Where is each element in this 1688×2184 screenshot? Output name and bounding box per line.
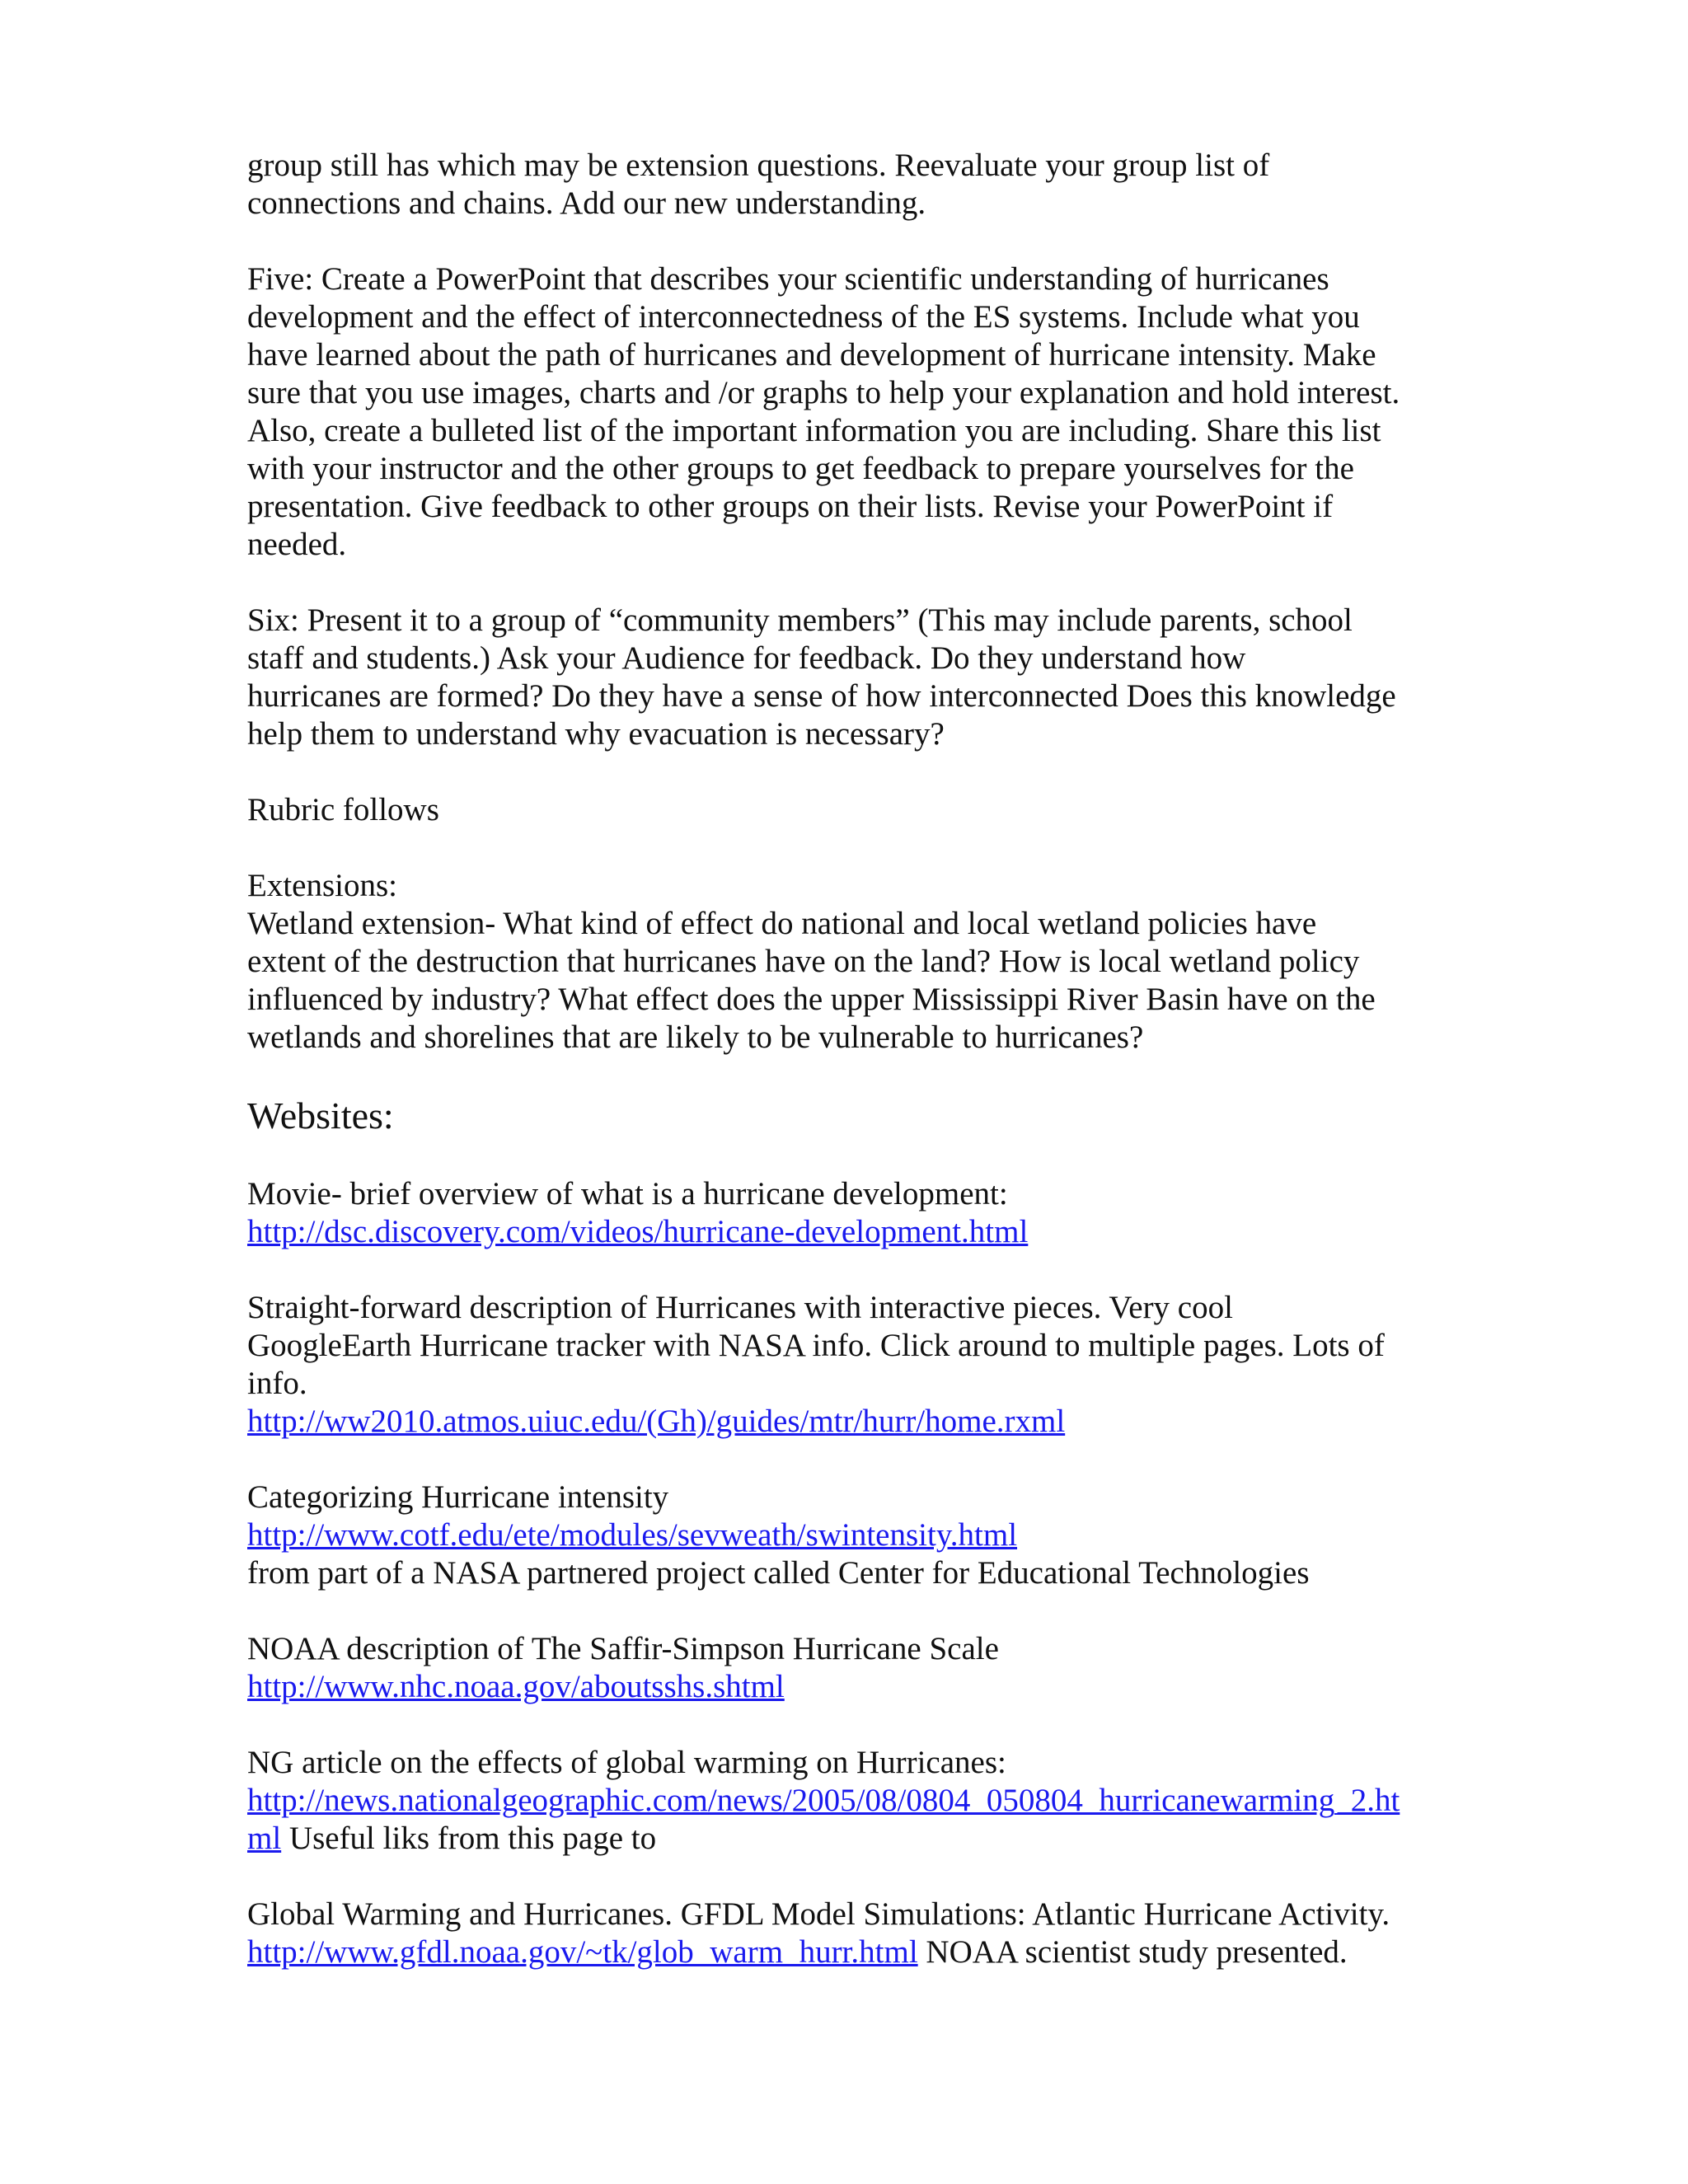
website-link-gfdl[interactable]: http://www.gfdl.noaa.gov/~tk/glob_warm_hurr.html xyxy=(247,1934,918,1970)
text-line: influenced by industry? What effect does the upper Mississippi River Basin have on the xyxy=(247,982,1376,1017)
website-link-cotf[interactable]: http://www.cotf.edu/ete/modules/sevweath/swintensity.html xyxy=(247,1517,1018,1553)
text-line: with your instructor and the other groups to get feedback to prepare yourselves for the xyxy=(247,451,1354,486)
website-entry-noaa xyxy=(247,1630,1459,1706)
website-link-discovery[interactable]: http://dsc.discovery.com/videos/hurricane-development.html xyxy=(247,1214,1029,1249)
website-entry-movie xyxy=(247,1175,1459,1251)
text-line: help them to understand why evacuation is necessary? xyxy=(247,716,945,752)
website-link-noaa[interactable]: http://www.nhc.noaa.gov/aboutsshs.shtml xyxy=(247,1669,785,1704)
website-entry-gfdl xyxy=(247,1896,1459,1971)
website-note: from part of a NASA partnered project called Center for Educational Technologies xyxy=(247,1555,1310,1591)
extensions-label: Extensions: xyxy=(247,868,397,903)
website-note: NOAA scientist study presented. xyxy=(917,1934,1348,1970)
text-line: wetlands and shorelines that are likely to be vulnerable to hurricanes? xyxy=(247,1019,1144,1055)
step-five-paragraph xyxy=(247,260,1459,564)
text-line: presentation. Give feedback to other groups on their lists. Revise your PowerPoint if xyxy=(247,489,1334,524)
website-description: GoogleEarth Hurricane tracker with NASA info. Click around to multiple pages. Lots of xyxy=(247,1328,1385,1363)
text-line: Five: Create a PowerPoint that describes your scientific understanding of hurricanes xyxy=(247,261,1329,297)
rubric-note xyxy=(247,791,1459,829)
text-line: connections and chains. Add our new understanding. xyxy=(247,185,926,221)
document-page xyxy=(247,147,1459,2009)
step-six-paragraph xyxy=(247,602,1459,753)
text-line: hurricanes are formed? Do they have a sense of how interconnected Does this knowledge xyxy=(247,678,1396,714)
websites-heading: Websites: xyxy=(247,1094,394,1137)
text-line: development and the effect of interconnectedness of the ES systems. Include what you xyxy=(247,299,1360,335)
website-description: info. xyxy=(247,1366,307,1401)
text-line: sure that you use images, charts and /or graphs to help your explanation and hold interest. xyxy=(247,375,1400,410)
website-description: Global Warming and Hurricanes. GFDL Model Simulations: Atlantic Hurricane Activity. xyxy=(247,1896,1390,1932)
website-link-natgeo-continued[interactable]: ml xyxy=(247,1821,282,1856)
text-line: Wetland extension- What kind of effect do national and local wetland policies have xyxy=(247,906,1317,941)
website-note: Useful liks from this page to xyxy=(281,1821,657,1856)
website-entry-cotf xyxy=(247,1479,1459,1592)
extensions-section xyxy=(247,867,1459,1057)
text-line: extent of the destruction that hurricanes have on the land? How is local wetland policy xyxy=(247,944,1360,979)
website-link-uiuc[interactable]: http://ww2010.atmos.uiuc.edu/(Gh)/guides/mtr/hurr/home.rxml xyxy=(247,1404,1066,1439)
website-description: Categorizing Hurricane intensity xyxy=(247,1479,669,1515)
website-description: NG article on the effects of global warming on Hurricanes: xyxy=(247,1745,1006,1780)
intro-paragraph xyxy=(247,147,1459,223)
website-entry-ng xyxy=(247,1744,1459,1858)
website-description: Straight-forward description of Hurricanes with interactive pieces. Very cool xyxy=(247,1290,1233,1325)
website-description: Movie- brief overview of what is a hurricane development: xyxy=(247,1176,1008,1212)
website-entry-uiuc xyxy=(247,1289,1459,1441)
text-line: Rubric follows xyxy=(247,792,439,827)
website-description: NOAA description of The Saffir-Simpson Hurricane Scale xyxy=(247,1631,999,1666)
text-line: group still has which may be extension questions. Reevaluate your group list of xyxy=(247,148,1270,183)
website-link-natgeo[interactable]: http://news.nationalgeographic.com/news/2005/08/0804_050804_hurricanewarming_2.ht xyxy=(247,1783,1400,1818)
text-line: needed. xyxy=(247,527,347,562)
text-line: Also, create a bulleted list of the important information you are including. Share this list xyxy=(247,413,1381,448)
text-line: have learned about the path of hurricanes and development of hurricane intensity. Make xyxy=(247,337,1376,373)
text-line: staff and students.) Ask your Audience for feedback. Do they understand how xyxy=(247,640,1246,676)
text-line: Six: Present it to a group of “community members” (This may include parents, school xyxy=(247,602,1353,638)
